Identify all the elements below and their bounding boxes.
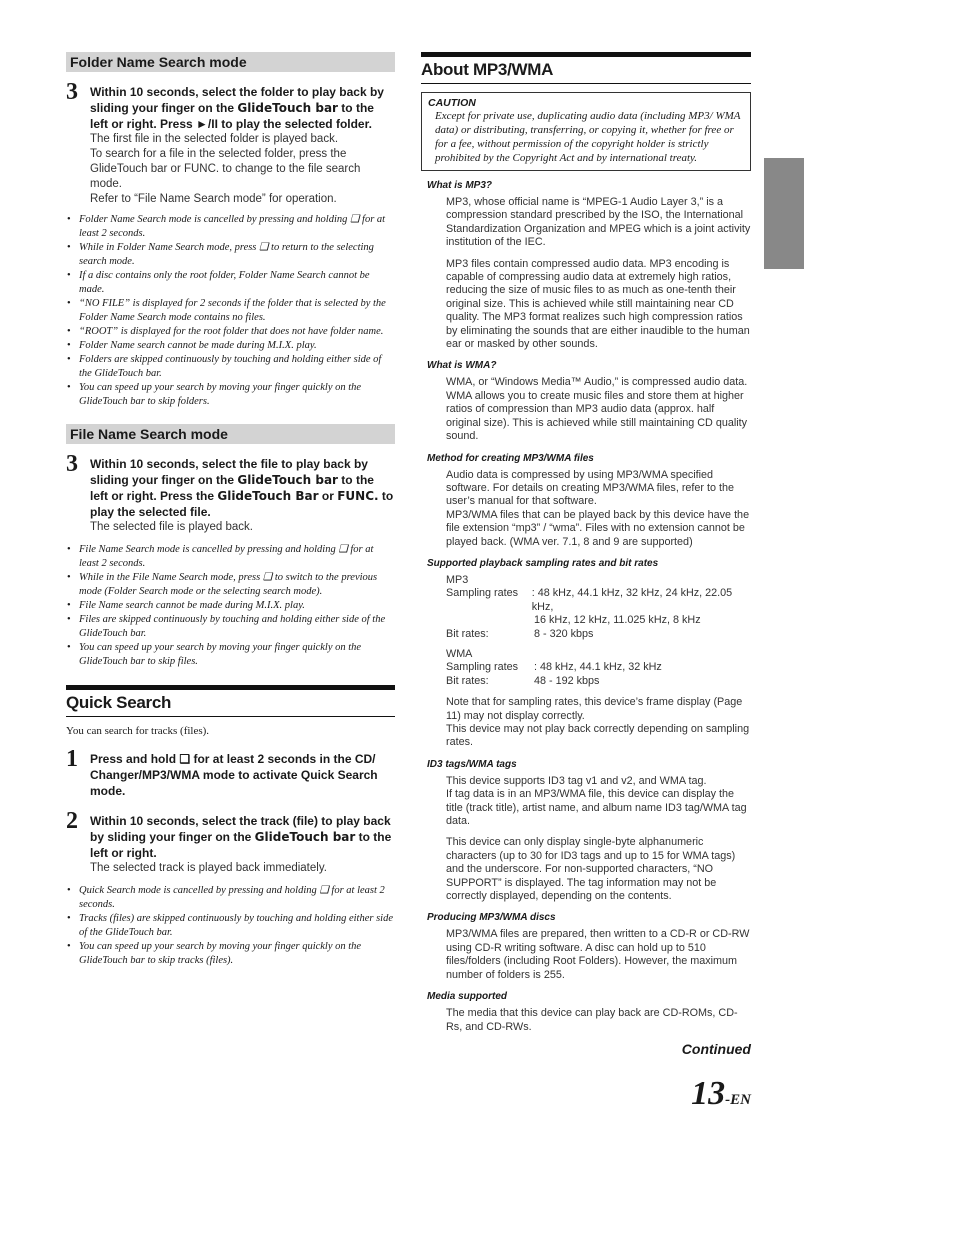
what-wma-text: WMA, or “Windows Media™ Audio,” is compressed audio data. WMA allows you to create music files and store them at higher ratios of compression than MP3 audio data (approx. half original size). This is achieved while still maintaining CD quality sound. — [446, 376, 748, 443]
quick-notes — [66, 884, 395, 968]
discs-text: MP3/WMA files are prepared, then written to a CD-R or CD-RW using CD-R writing software. A disc can hold up to 510 files/folders (including Root Folders). However, the maximum number of folders is 255. — [446, 928, 750, 981]
list-item: • “ROOT” is displayed for the root folder that does not have folder name. — [66, 325, 395, 339]
file-notes — [66, 543, 395, 669]
discs-heading: Producing MP3/WMA discs — [427, 912, 556, 924]
list-item: • Folders are skipped continuously by touching and holding either side of the GlideTouch bar. — [66, 353, 395, 381]
mp3-bitrates: 8 - 320 kbps — [534, 627, 594, 640]
list-item: • Tracks (files) are skipped continuously by touching and holding either side of the GlideTouch bar. — [66, 912, 395, 940]
what-mp3-text-2: MP3 files contain compressed audio data. MP3 encoding is capable of compressing audio data at extremely high ratios, reducing the size of music files to as much as one-tenth their original size. This is achieved while still maintaining near CD quality. The MP3 format realizes such high compression ratios by eliminating the sounds that are either inaudible to the human ear or masked by other sounds. — [446, 257, 750, 351]
rates-heading: Supported playback sampling rates and bit rates — [427, 557, 659, 569]
caution-heading: CAUTION — [428, 97, 476, 109]
quick-search-intro: You can search for tracks (files). — [66, 725, 210, 737]
list-item: • File Name Search mode is cancelled by pressing and holding ❑ for at least 2 seconds. — [66, 543, 395, 571]
what-wma-heading: What is WMA? — [427, 360, 497, 372]
step-body: The selected file is played back. — [90, 521, 254, 533]
list-item: • File Name search cannot be made during M.I.X. play. — [66, 599, 395, 613]
step-title: Within 10 seconds, select the folder to play back by sliding your finger on the GlideTouch bar to the left or right. Press ►/II to play the selected folder. — [90, 85, 384, 131]
rates-note: Note that for sampling rates, this device’s frame display (Page 11) may not display correctly. This device may not play back correctly depending on sampling rates. — [446, 696, 750, 749]
folder-notes — [66, 213, 395, 409]
quick-step-1 — [66, 746, 395, 799]
list-item: • Folder Name search cannot be made during M.I.X. play. — [66, 339, 395, 353]
quick-search-heading: Quick Search — [66, 685, 395, 717]
list-item: • Files are skipped continuously by touching and holding either side of the GlideTouch bar. — [66, 613, 395, 641]
list-item: • Folder Name Search mode is cancelled by pressing and holding ❑ for at least 2 seconds. — [66, 213, 395, 241]
list-item: • You can speed up your search by moving your finger quickly on the GlideTouch bar to skip files. — [66, 641, 395, 669]
list-item: • Quick Search mode is cancelled by pressing and holding ❑ for at least 2 seconds. — [66, 884, 395, 912]
list-item: • You can speed up your search by moving your finger quickly on the GlideTouch bar to skip tracks (files). — [66, 940, 395, 968]
right-column — [421, 52, 751, 1034]
wma-bitrates: 48 - 192 kbps — [534, 674, 600, 687]
quick-step-2 — [66, 808, 395, 876]
list-item: • You can speed up your search by moving your finger quickly on the GlideTouch bar to skip folders. — [66, 381, 395, 409]
method-text: Audio data is compressed by using MP3/WMA specified software. For details on creating MP3/WMA files, refer to the user’s manual for that software. MP3/WMA files that can be played back by this device have the file extension “mp3” / “wma”. Files with no extension cannot be played back. (WMA ver. 7.1, 8 and 9 are supported) — [446, 468, 750, 548]
caution-text: Except for private use, duplicating audio data (including MP3/ WMA data) or distributing, transferring, or copying it, whether for free or for a fee, without permission of the copyright holder is strictly prohibited by the Copyright Act and by international treaty. — [435, 110, 741, 164]
folder-step — [66, 79, 395, 207]
caution-box — [421, 92, 751, 171]
step-body: The selected track is played back immediately. — [90, 862, 327, 874]
mp3-label: MP3 — [446, 573, 469, 586]
step-body: The first file in the selected folder is played back. To search for a file in the selected folder, press the GlideTouch bar or FUNC. to change to the file search mode. Refer to “File Name Search mode” for operation. — [90, 133, 361, 205]
step-title: Within 10 seconds, select the file to play back by sliding your finger on the GlideTouch bar to the left or right. Press the GlideTouch Bar or FUNC. to play the selected file. — [90, 457, 394, 519]
list-item: • If a disc contains only the root folder, Folder Name Search cannot be made. — [66, 269, 395, 297]
file-step — [66, 451, 395, 535]
step-number: 3 — [66, 451, 78, 477]
folder-search-heading: Folder Name Search mode — [66, 52, 395, 72]
wma-sampling: : 48 kHz, 44.1 kHz, 32 kHz — [534, 661, 662, 674]
page-number: 13-EN — [691, 1075, 751, 1112]
mp3-sampling-2: 16 kHz, 12 kHz, 11.025 kHz, 8 kHz — [534, 614, 701, 627]
step-number: 1 — [66, 746, 78, 772]
step-title: Press and hold ❑ for at least 2 seconds in the CD/ Changer/MP3/WMA mode to activate Quick Search mode. — [90, 752, 378, 798]
list-item: • While in the File Name Search mode, press ❑ to switch to the previous mode (Folder Search mode or the selecting search mode). — [66, 571, 395, 599]
left-column — [66, 52, 395, 968]
continued-label: Continued — [681, 1041, 751, 1057]
id3-heading: ID3 tags/WMA tags — [427, 758, 517, 770]
media-heading: Media supported — [427, 991, 508, 1003]
list-item: • While in Folder Name Search mode, press ❑ to return to the selecting search mode. — [66, 241, 395, 269]
media-text: The media that this device can play back are CD-ROMs, CD-Rs, and CD-RWs. — [446, 1007, 738, 1033]
what-mp3-heading: What is MP3? — [427, 180, 493, 191]
wma-label: WMA — [446, 647, 473, 660]
method-heading: Method for creating MP3/WMA files — [427, 452, 594, 464]
file-search-heading: File Name Search mode — [66, 424, 395, 444]
step-title: Within 10 seconds, select the track (file) to play back by sliding your finger on the GlideTouch bar to the left or right. — [90, 814, 392, 860]
about-mp3-heading: About MP3/WMA — [421, 52, 751, 84]
step-number: 3 — [66, 79, 78, 105]
section-side-tab — [764, 158, 804, 269]
mp3-sampling: : 48 kHz, 44.1 kHz, 32 kHz, 24 kHz, 22.05 kHz, — [531, 587, 733, 613]
what-mp3-text: MP3, whose official name is “MPEG-1 Audio Layer 3,” is a compression standard prescribed by the ISO, the International Standardization Organization and MPEG which is a joint activity institution of the IEC. — [446, 196, 751, 249]
id3-text-2: This device can only display single-byte alphanumeric characters (up to 30 for ID3 tags and up to 15 for WMA tags) and the underscore. For non-supported characters, “NO SUPPORT” is displayed. The tag information may not be correctly displayed, depending on the contents. — [446, 836, 736, 903]
id3-text: This device supports ID3 tag v1 and v2, and WMA tag. If tag data is in an MP3/WMA file, this device can display the title (track title), artist name, and album name ID3 tag/WMA tag data. — [446, 774, 747, 828]
rates-table: MP3 Sampling rates : 48 kHz, 44.1 kHz, 32 kHz, 24 kHz, 22.05 kHz, 16 kHz, 12 kHz, 11.025 kHz, 8 kHz Bit rates: 8 - 320 kbps WMA Sampling rates : 48 kHz, 44.1 kHz, 32 kHz Bit rates: 48 - 192 kbps — [421, 574, 751, 688]
list-item: • “NO FILE” is displayed for 2 seconds if the folder that is selected by the Folder Name Search mode contains no files. — [66, 297, 395, 325]
step-number: 2 — [66, 808, 78, 834]
